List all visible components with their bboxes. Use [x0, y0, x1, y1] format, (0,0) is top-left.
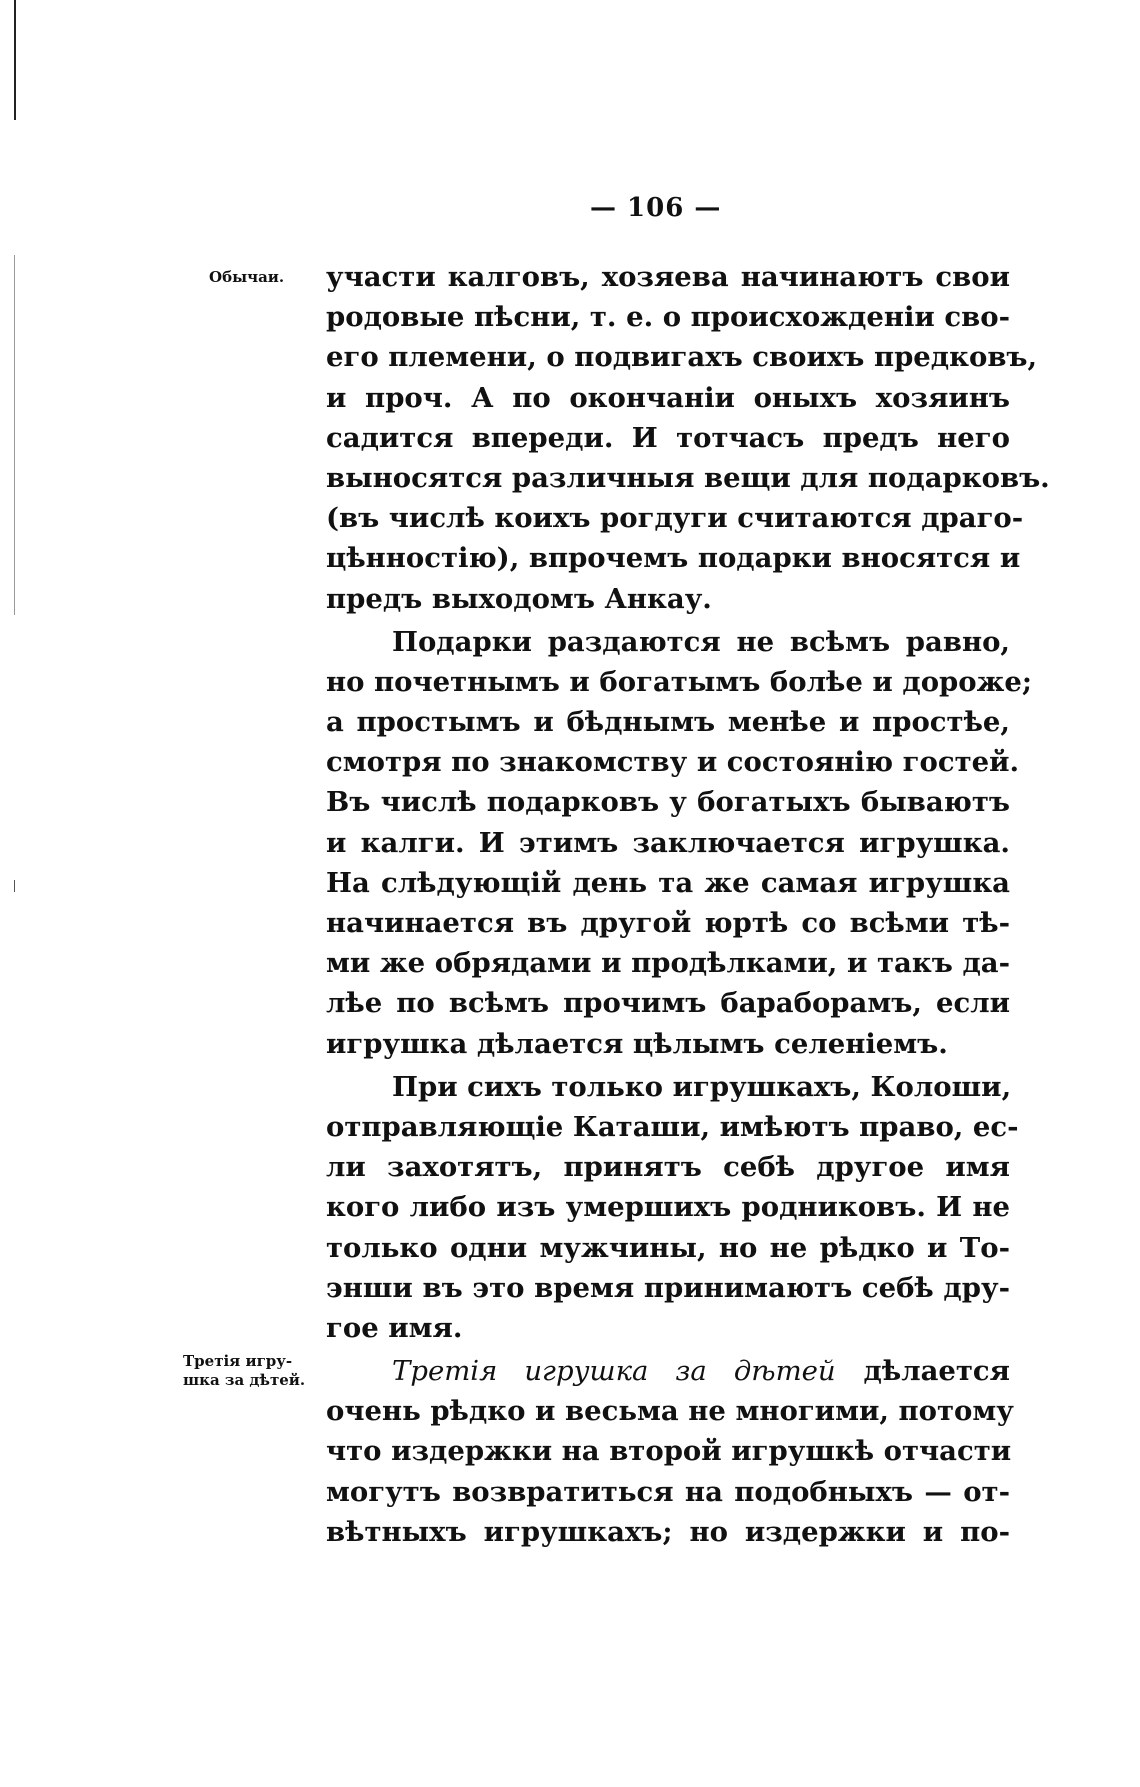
text-line: энши въ это время принимаютъ себѣ дру-: [326, 1271, 1010, 1304]
page-number: — 106 —: [590, 193, 722, 223]
scan-edge-line: [14, 255, 15, 615]
text-line: На слѣдующій день та же самая игрушка: [326, 866, 1010, 899]
text-line: ми же обрядами и продѣлками, и такъ да-: [326, 947, 1010, 980]
text-line: выносятся различныя вещи для подарковъ.: [326, 461, 1050, 494]
text-line: и калги. И этимъ заключается игрушка.: [326, 826, 1010, 859]
text-line: очень рѣдко и весьма не многими, потому: [326, 1395, 1014, 1428]
text-line: лѣе по всѣмъ прочимъ бараборамъ, если: [326, 987, 1010, 1020]
margin-note-third-toy: [183, 1352, 313, 1390]
text-line-with-italic: [326, 1351, 1010, 1391]
text-line: Въ числѣ подарковъ у богатыхъ бываютъ: [326, 786, 1010, 819]
margin-note-customs: Обычаи.: [209, 268, 285, 286]
text-line: а простымъ и бѣднымъ менѣе и простѣе,: [326, 706, 1010, 739]
text-line: предъ выходомъ Анкау.: [326, 582, 712, 615]
text-line: смотря по знакомству и состоянію гостей.: [326, 746, 1020, 779]
text-line: садится впереди. И тотчасъ предъ него: [326, 421, 1010, 454]
text-line: гое имя.: [326, 1311, 463, 1344]
margin-note-line: Третія игру-: [183, 1352, 293, 1370]
text-line: вѣтныхъ игрушкахъ; но издержки и по-: [326, 1515, 1010, 1548]
text-line: цѣнностію), впрочемъ подарки вносятся и: [326, 542, 1021, 575]
text-line: игрушка дѣлается цѣлымъ селеніемъ.: [326, 1027, 948, 1060]
italic-heading-phrase: Третія игрушка за дѣтей: [392, 1355, 836, 1388]
text-line: родовые пѣсни, т. е. о происхожденіи сво-: [326, 301, 1010, 334]
text-line: отправляющіе Каташи, имѣютъ право, ес-: [326, 1110, 1019, 1143]
text-line: но почетнымъ и богатымъ болѣе и дороже;: [326, 665, 1033, 698]
text-line: кого либо изъ умершихъ родниковъ. И не: [326, 1191, 1010, 1224]
margin-note-line: шка за дѣтей.: [183, 1371, 306, 1389]
text-line: Подарки раздаются не всѣмъ равно,: [392, 625, 1010, 658]
text-line: участи калговъ, хозяева начинаютъ свои: [326, 261, 1010, 293]
text-line: (въ числѣ коихъ рогдуги считаются драго-: [326, 502, 1024, 535]
body-text: [326, 257, 1050, 1552]
text-line: что издержки на второй игрушкѣ отчасти: [326, 1435, 1012, 1468]
text-line: его племени, о подвигахъ своихъ предковъ,: [326, 341, 1038, 374]
scan-edge-mark: [14, 880, 15, 892]
text-line: только одни мужчины, но не рѣдко и То-: [326, 1231, 1010, 1264]
text-line: При сихъ только игрушкахъ, Колоши,: [392, 1070, 1012, 1103]
text-line: могутъ возвратиться на подобныхъ — от-: [326, 1475, 1010, 1508]
scan-edge-line: [14, 0, 16, 120]
text-run: дѣлается: [835, 1355, 1010, 1388]
text-line: и проч. А по окончаніи оныхъ хозяинъ: [326, 381, 1010, 414]
text-line: ли захотятъ, принятъ себѣ другое имя: [326, 1151, 1010, 1184]
text-line: начинается въ другой юртѣ со всѣми тѣ-: [326, 907, 1010, 939]
